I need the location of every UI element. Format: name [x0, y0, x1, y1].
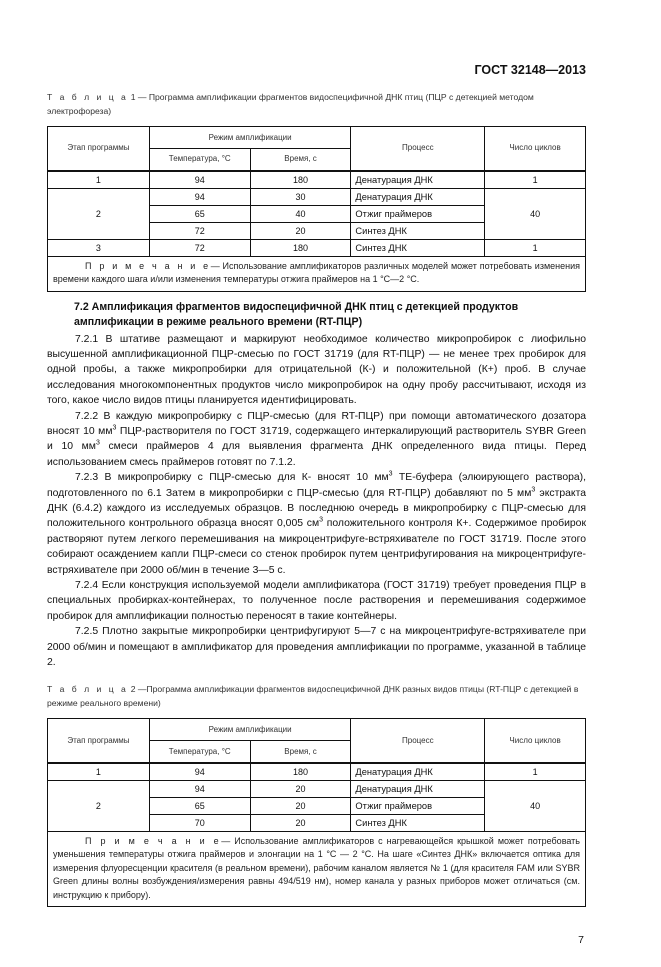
cell-temp: 94	[149, 763, 250, 781]
cell-temp: 70	[149, 814, 250, 831]
paragraph-7-2-1: 7.2.1 В штативе размещают и маркируют необходимое количество микропробирок с лиофильно высушенной амплификационной ПЦР-смесью по ГОСТ 31719 (для RT-ПЦР) — не менее трех пробирок для одной пробы, а также микропробирки для отрицательной (К-) и положительной (К+) проб. В случае исследования многокомпонентных продуктов число микропробирок на одну пробу рассчитывают, исходя из того, какое число видов птицы планируется идентифицировать.	[47, 333, 586, 407]
header-process: Процесс	[351, 719, 485, 763]
cell-process: Синтез ДНК	[351, 222, 485, 239]
text: 7.2.3 В микропробирку с ПЦР-смесью для К- вносят 10 мм	[75, 472, 389, 484]
cell-time: 20	[250, 222, 351, 239]
cell-cycles: 1	[485, 171, 586, 189]
table1-note	[48, 256, 586, 291]
cell-process: Отжиг праймеров	[351, 205, 485, 222]
cell-process: Синтез ДНК	[351, 239, 485, 256]
document-number: ГОСТ 32148—2013	[474, 63, 586, 77]
text: ТЕ-буфера (элюирующего раствора), подготовленного по 6.1 Затем в микропробирки с ПЦР-смесью (для RT-ПЦР) добавляют по 5 мм	[47, 472, 587, 499]
cell-stage: 2	[48, 780, 150, 831]
text: экстракта ДНК (6.4.2) каждого из исследуемых образцов. В последнюю очередь в микропробирку с ПЦР-смесью для положительного контрольного образца вносят 0,005 см	[47, 487, 586, 530]
cell-time: 180	[250, 171, 351, 189]
cell-temp: 94	[149, 780, 250, 797]
cell-time: 180	[250, 763, 351, 781]
cell-process: Денатурация ДНК	[351, 780, 485, 797]
header-stage: Этап программы	[48, 127, 150, 171]
paragraph-7-2-3	[47, 470, 586, 578]
superscript: 3	[531, 486, 536, 494]
superscript: 3	[319, 516, 323, 524]
cell-process: Денатурация ДНК	[351, 763, 485, 781]
cell-cycles: 1	[485, 763, 586, 781]
table2	[47, 718, 586, 907]
cell-temp: 72	[149, 239, 250, 256]
page-number: 7	[578, 934, 584, 947]
cell-time: 180	[250, 239, 351, 256]
table-row	[48, 780, 586, 797]
table1-caption	[47, 90, 586, 118]
table-row	[48, 171, 586, 189]
caption-word: Т а б л и ц а	[47, 684, 129, 695]
note-word: П р и м е ч а н и е	[85, 260, 211, 271]
superscript: 3	[388, 470, 393, 478]
superscript: 3	[112, 424, 117, 432]
cell-time: 20	[250, 797, 351, 814]
cell-time: 40	[250, 205, 351, 222]
caption-text: 1 — Программа амплификации фрагментов видоспецифичной ДНК птиц (ПЦР с детекцией методом электрофореза)	[47, 92, 534, 116]
section-body	[47, 332, 586, 671]
cell-stage: 1	[48, 171, 150, 189]
cell-process: Синтез ДНК	[351, 814, 485, 831]
paragraph-7-2-2	[47, 409, 586, 471]
paragraph-7-2-4: 7.2.4 Если конструкция используемой модели амплификатора (ГОСТ 31719) требует проведения ПЦР в специальных пробирках-контейнерах, то полученное после растворения и перемешивания содержимое пробирок для амплификации полностью переносят в такие контейнеры.	[47, 580, 586, 622]
header-time: Время, с	[250, 149, 351, 171]
cell-temp: 94	[149, 171, 250, 189]
paragraph-7-2-5: 7.2.5 Плотно закрытые микропробирки центрифугируют 5—7 с на микроцентрифуге-встряхивателе при 2000 об/мин и помещают в амплификатор для проведения амплификации по программе, указанной в таблице 2.	[47, 626, 586, 669]
table1	[47, 126, 586, 292]
caption-text: 2 —Программа амплификации фрагментов видоспецифичной ДНК разных видов птицы (RT-ПЦР с детекцией в режиме реального времени)	[47, 684, 579, 709]
cell-cycles: 1	[485, 239, 586, 256]
header-stage: Этап программы	[48, 719, 150, 763]
text: смеси праймеров 4 для выявления фрагмента ДНК определенного вида птицы. Перед использованием смесь праймеров готовят по 7.1.2.	[47, 441, 586, 468]
cell-stage: 1	[48, 763, 150, 781]
table-row	[48, 239, 586, 256]
cell-time: 30	[250, 188, 351, 205]
cell-temp: 65	[149, 797, 250, 814]
header-mode: Режим амплификации	[149, 719, 351, 741]
table2-note	[48, 831, 586, 907]
cell-stage: 3	[48, 239, 150, 256]
header-temp: Температура, °С	[149, 149, 250, 171]
cell-process: Отжиг праймеров	[351, 797, 485, 814]
text: ПЦР-растворителя по ГОСТ 31719, содержащего интеркалирующий растворитель SYBR Green и 10 мм	[47, 425, 586, 453]
cell-cycles: 40	[485, 780, 586, 831]
cell-process: Денатурация ДНК	[351, 188, 485, 205]
text: 7.2.2 В каждую микропробирку с ПЦР-смесью (для RT-ПЦР) при помощи автоматического дозатора вносят 10 мм	[47, 410, 586, 437]
table-row	[48, 763, 586, 781]
cell-stage: 2	[48, 188, 150, 239]
header-cycles: Число циклов	[485, 127, 586, 171]
cell-process: Денатурация ДНК	[351, 171, 485, 189]
cell-cycles: 40	[485, 188, 586, 239]
cell-temp: 94	[149, 188, 250, 205]
note-text: — Использование амплификаторов различных моделей может потребовать изменения времени каждого шага и/или изменения температуры отжига праймеров на 1 °С—2 °С.	[53, 260, 580, 284]
header-temp: Температура, °С	[149, 741, 250, 763]
cell-temp: 72	[149, 222, 250, 239]
header-cycles: Число циклов	[485, 719, 586, 763]
document-page	[47, 0, 586, 967]
superscript: 3	[95, 439, 100, 447]
table-row	[48, 188, 586, 205]
section-heading: 7.2 Амплификация фрагментов видоспецифичной ДНК птиц с детекцией продуктов амплификации в режиме реального времени (RT-ПЦР)	[74, 300, 519, 328]
note-word: П р и м е ч а н и е	[85, 835, 222, 846]
table2-caption	[47, 682, 586, 710]
note-text: — Использование амплификаторов с нагревающейся крышкой может потребовать уменьшения температуры отжига праймеров и элонгации на 1 °С — 2 °С. На шаге «Синтез ДНК» включается оптика для измерения флуоресценции красителя (в реальном времени), рабочим каналом является № 1 (для красителя FAM или SYBR Green длины волны возбуждения/измерения равны 494/519 нм), номер канала у разных приборов может отличаться (см. инструкцию к прибору).	[53, 835, 580, 900]
caption-word: Т а б л и ц а	[47, 92, 129, 102]
header-process: Процесс	[351, 127, 485, 171]
header-mode: Режим амплификации	[149, 127, 351, 149]
cell-temp: 65	[149, 205, 250, 222]
header-time: Время, с	[250, 741, 351, 763]
cell-time: 20	[250, 814, 351, 831]
text: положительного контроля К+. Содержимое пробирок растворяют путем легкого перемешивания на микроцентрифуге-встряхивателе по ГОСТ 31719. После этого собирают осаждением капли ПЦР-смеси со стенок пробирок путем центрифугирования на микроцентрифуге-встряхивателе при 2000 об/мин в течение 3—5 с.	[47, 518, 586, 576]
cell-time: 20	[250, 780, 351, 797]
